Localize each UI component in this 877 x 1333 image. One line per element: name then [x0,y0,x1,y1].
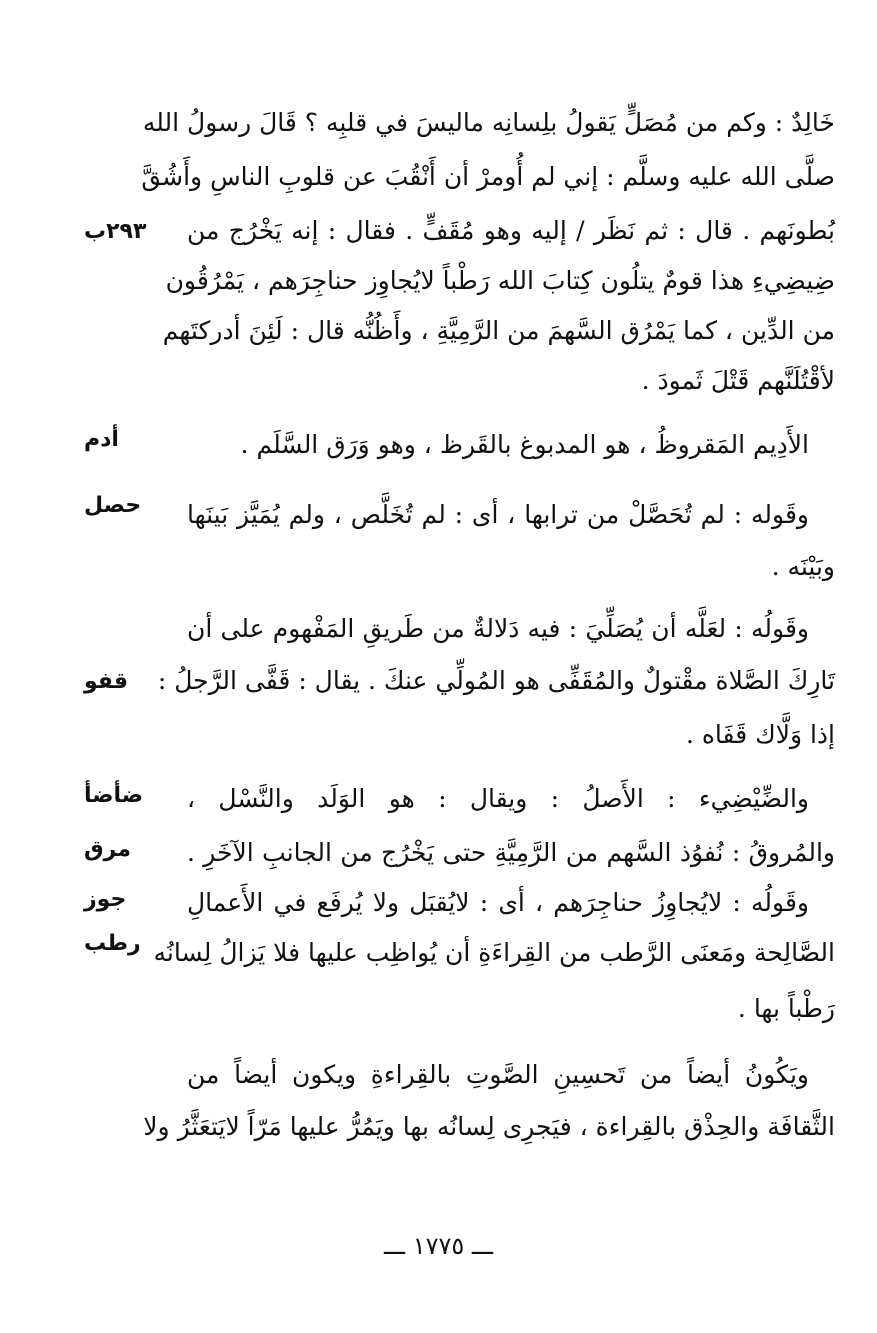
text-line: ضِيضِيءِ هذا قومٌ يتلُون كِتابَ الله رَطْباً لايُجاوِز حناجِرَهم ، يَمْرُقُون [165,266,835,295]
margin-gloss: قفو [84,669,129,694]
text-line: والمُروقُ : نُفوُذ السَّهم من الرَّمِيَّةِ حتى يَخْرُج من الجانبِ الآخَرِ . [187,838,835,867]
margin-gloss: حصل [84,493,142,518]
text-line: وقَوله : لم تُحَصَّلْ من ترابها ، أى : لم تُخَلَّص ، ولم يُمَيَّز بَينَها [187,500,809,529]
text-line: صلَّى الله عليه وسلَّم : إني لم أُومرْ أن أَنْقُبَ عن قلوبِ الناسِ وأَشُقَّ [141,162,835,191]
text-line: من الدِّين ، كما يَمْرُق السَّهمَ من الرَّمِيَّةِ ، وأَظُنُّه قال : لَئِنَ أدركتَهم [162,316,835,345]
margin-gloss: أدم [84,427,119,452]
text-line: وقَولُه : لايُجاوِزُ حناجِرَهم ، أى : لايُقبَل ولا يُرفَع في الأَعمالِ [187,888,809,917]
text-line: إذا وَلَّاك قَفَاه . [685,720,835,749]
margin-gloss: ضأضأ [84,783,144,808]
text-line: والضِّيْضِيء : الأَصلُ : ويقال : هو الوَلَد والنَّسْل ، [187,784,809,813]
text-line: ويَكُونُ أيضاً من تَحسِينِ الصَّوتِ بالقِراءةِ ويكون أيضاً من [187,1060,809,1089]
text-line: وبَيْنَه . [771,552,835,581]
text-line: الثَّقافَة والحِذْق بالقِراءة ، فيَجرِى لِسانُه بها ويَمُرُّ عليها مَرّاً لايَتعَثَّرُ ولا [143,1112,835,1141]
text-line: بُطونَهم . قال : ثم نَظَر / إليه وهو مُقَفٍّ . فقال : إنه يَخْرُج من [187,216,835,245]
margin-gloss: جوز [84,887,127,912]
text-line: تَارِكَ الصَّلاة مقْتولٌ والمُقَفِّى هو المُولِّي عنكَ . يقال : قَفَّى الرَّجلُ : [157,666,835,695]
folio-marker: ٢٩٣ب [84,219,147,244]
text-line: لأقْتُلَنَّهم قَتْلَ ثَمودَ . [641,366,835,395]
text-line: وقَولُه : لعَلَّه أن يُصَلِّيَ : فيه دَلالةٌ من طَريقِ المَفْهوم على أن [187,614,809,643]
margin-gloss: مرق [84,837,131,862]
text-line: الصَّالِحة ومَعنَى الرَّطب من القِراءَةِ أن يُواظِب عليها فلا يَزالُ لِسانُه [153,938,835,967]
page-number: ـــ ١٧٧٥ ـــ [383,1232,494,1260]
text-line: رَطْباً بها . [737,994,835,1023]
margin-gloss: رطب [84,931,141,956]
text-line: الأَدِيم المَقروظُ ، هو المدبوغ بالقَرظ ، وهو وَرَق السَّلَم . [240,430,809,459]
text-line: خَالِدٌ : وكم من مُصَلٍّ يَقولُ بلِسانِه ماليسَ في قلبِه ؟ قَالَ رسولُ الله [142,108,835,137]
